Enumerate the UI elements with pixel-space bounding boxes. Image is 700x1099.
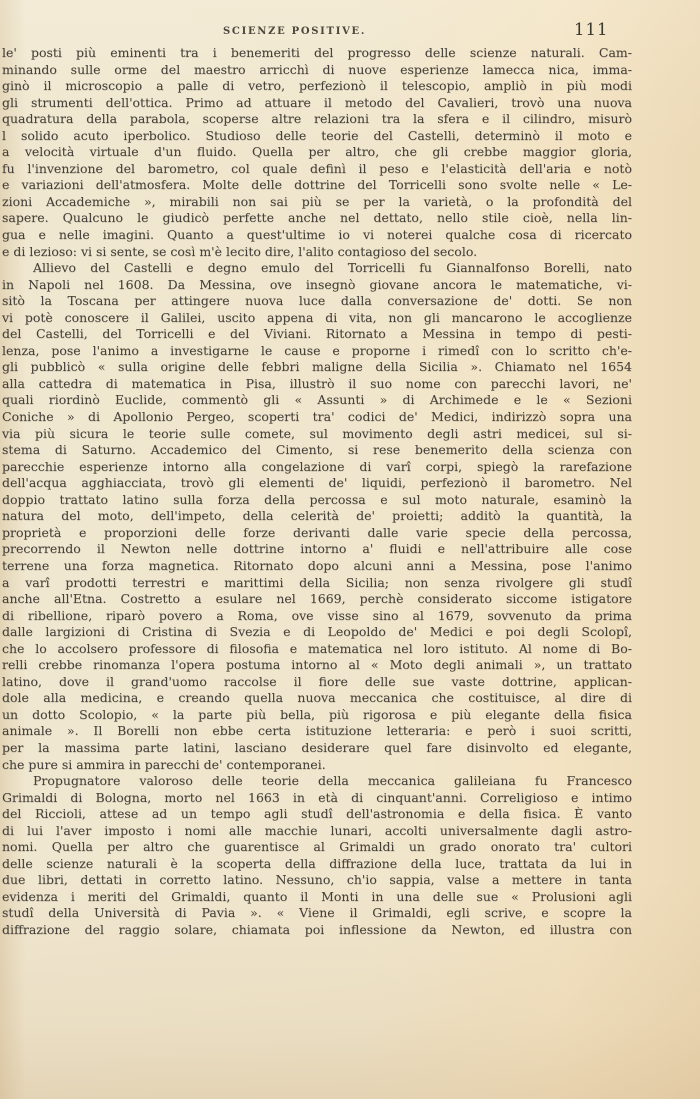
text-line: gli strumenti dell'ottica. Primo ad attuare il metodo del Cavalieri, trovò una nuova <box>2 94 632 110</box>
text-line: doppio trattato latino sulla forza della percossa e sul moto naturale, esaminò la <box>2 491 632 507</box>
text-line: delle scienze naturali è la scoperta della diffrazione della luce, trattata da lui in <box>2 855 632 871</box>
text-line: stema di Saturno. Accademico del Cimento, si rese benemerito della scienza con <box>2 442 632 458</box>
text-line: sapere. Qualcuno le giudicò perfette anche nel dettato, nello stile cioè, nella lin- <box>2 210 632 226</box>
text-line: gua e nelle imagini. Quanto a quest'ultime io vi noterei qualche cosa di ricercato <box>2 227 632 243</box>
text-line: via più sicura le teorie sulle comete, sul movimento degli astri medicei, sul si- <box>2 425 632 441</box>
text-line: e variazioni dell'atmosfera. Molte delle dottrine del Torricelli sono svolte nelle « Le- <box>2 177 632 193</box>
text-line: precorrendo il Newton nelle dottrine intorno a' fluidi e nell'attribuire alle cose <box>2 541 632 557</box>
text-line: minando sulle orme del maestro arricchì di nuove esperienze lamecca nica, imma- <box>2 61 632 77</box>
text-line: diffrazione del raggio solare, chiamata poi inflessione da Newton, ed illustra con <box>2 921 632 937</box>
text-line: Grimaldi di Bologna, morto nel 1663 in età di cinquant'anni. Correligioso e intimo <box>2 789 632 805</box>
text-line: terrene una forza magnetica. Ritornato dopo alcuni anni a Messina, pose l'animo <box>2 557 632 573</box>
text-line: dell'acqua agghiacciata, trovò gli elementi de' liquidi, perfezionò il barometro. Nel <box>2 475 632 491</box>
text-line: quali riordinò Euclide, commentò gli « Assunti » di Archimede e le « Sezioni <box>2 392 632 408</box>
text-line: Coniche » di Apollonio Pergeo, scoperti tra' codici de' Medici, indirizzò sopra una <box>2 409 632 425</box>
text-line: Allievo del Castelli e degno emulo del Torricelli fu Giannalfonso Borelli, nato <box>33 260 632 276</box>
text-line: Propugnatore valoroso delle teorie della meccanica galileiana fu Francesco <box>33 773 632 789</box>
text-line: a varî prodotti terrestri e marittimi della Sicilia; non senza rivolgere gli studî <box>2 574 632 590</box>
text-line: per la massima parte latini, lasciano desiderare quel fare disinvolto ed elegante, <box>2 739 632 755</box>
text-line: del Riccioli, attese ad un tempo agli studî dell'astronomia e della fisica. È vanto <box>2 806 632 822</box>
text-line: sitò la Toscana per attingere nuova luce dalla conversazione de' dotti. Se non <box>2 293 632 309</box>
text-line: di lui l'aver imposto i nomi alle macchie lunari, accolti universalmente dagli astro- <box>2 822 632 838</box>
page-number: 111 <box>574 20 609 39</box>
text-line: ginò il microscopio a palle di vetro, perfezionò il telescopio, ampliò in più modi <box>2 78 632 94</box>
text-line: animale ». Il Borelli non ebbe certa istituzione letteraria: e però i suoi scritti, <box>2 723 632 739</box>
text-line: a velocità virtuale d'un fluido. Quella per altro, che gli crebbe maggior gloria, <box>2 144 632 160</box>
text-line: zioni Accademiche », mirabili non sai più se per la varietà, o la profondità del <box>2 193 632 209</box>
text-line: gli pubblicò « sulla origine delle febbri maligne della Sicilia ». Chiamato nel 1654 <box>2 359 632 375</box>
text-line: dole alla medicina, e creando quella nuova meccanica che costituisce, al dire di <box>2 690 632 706</box>
text-line: anche all'Etna. Costretto a esulare nel 1669, perchè considerato siccome istigatore <box>2 591 632 607</box>
text-line: che pure si ammira in parecchi de' contemporanei. <box>2 756 326 772</box>
text-line: l solido acuto iperbolico. Studioso delle teorie del Castelli, determinò il moto e <box>2 127 632 143</box>
text-line: dalle largizioni di Cristina di Svezia e di Leopoldo de' Medici e poi degli Scolopî, <box>2 624 632 640</box>
running-title: SCIENZE POSITIVE. <box>223 26 367 37</box>
text-line: del Castelli, del Torricelli e del Viviani. Ritornato a Messina in tempo di pesti- <box>2 326 632 342</box>
text-line: due libri, dettati in corretto latino. Nessuno, ch'io sappia, valse a mettere in tanta <box>2 872 632 888</box>
text-line: di ribellione, riparò povero a Roma, ove visse sino al 1679, sovvenuto da prima <box>2 607 632 623</box>
text-line: in Napoli nel 1608. Da Messina, ove insegnò giovane ancora le matematiche, vi- <box>2 276 632 292</box>
text-line: che lo accolsero professore di filosofia e matematica nel loro istituto. Al nome di Bo- <box>2 640 632 656</box>
text-line: quadratura della parabola, scoperse altre relazioni tra la sfera e il cilindro, misurò <box>2 111 632 127</box>
text-line: evidenza i meriti del Grimaldi, quanto il Monti in una delle sue « Prolusioni agli <box>2 888 632 904</box>
text-line: studî della Università di Pavia ». « Viene il Grimaldi, egli scrive, e scopre la <box>2 905 632 921</box>
text-line: le' posti più eminenti tra i benemeriti del progresso delle scienze naturali. Cam- <box>2 45 632 60</box>
page-text <box>2 45 632 939</box>
text-line: nomi. Quella per altro che guarentisce al Grimaldi un grado onorato tra' cultori <box>2 839 632 855</box>
text-line: proprietà e proporzioni delle forze derivanti dalle varie specie della percossa, <box>2 524 632 540</box>
text-line: latino, dove il grand'uomo raccolse il fiore delle sue vaste dottrine, applican- <box>2 673 632 689</box>
page-header <box>0 20 700 44</box>
text-line: parecchie esperienze intorno alla congelazione di varî corpi, spiegò la rarefazione <box>2 458 632 474</box>
text-line: un dotto Scolopio, « la parte più bella, più rigorosa e più elegante della fisica <box>2 706 632 722</box>
text-line: vi potè conoscere il Galilei, uscito appena di vita, non gli mancarono le accoglienze <box>2 309 632 325</box>
text-line: lenza, pose l'animo a investigarne le cause e proporne i rimedî con lo scritto ch'e- <box>2 342 632 358</box>
text-line: fu l'invenzione del barometro, col quale definì il peso e l'elasticità dell'aria e notò <box>2 160 632 176</box>
text-line: alla cattedra di matematica in Pisa, illustrò il suo nome con parecchi lavori, ne' <box>2 375 632 391</box>
text-line: natura del moto, dell'impeto, della celerità de' proietti; additò la quantità, la <box>2 508 632 524</box>
text-line: e di lezioso: vi si sente, se così m'è lecito dire, l'alito contagioso del secolo. <box>2 243 478 259</box>
text-line: relli crebbe rinomanza l'opera postuma intorno al « Moto degli animali », un trattato <box>2 657 632 673</box>
